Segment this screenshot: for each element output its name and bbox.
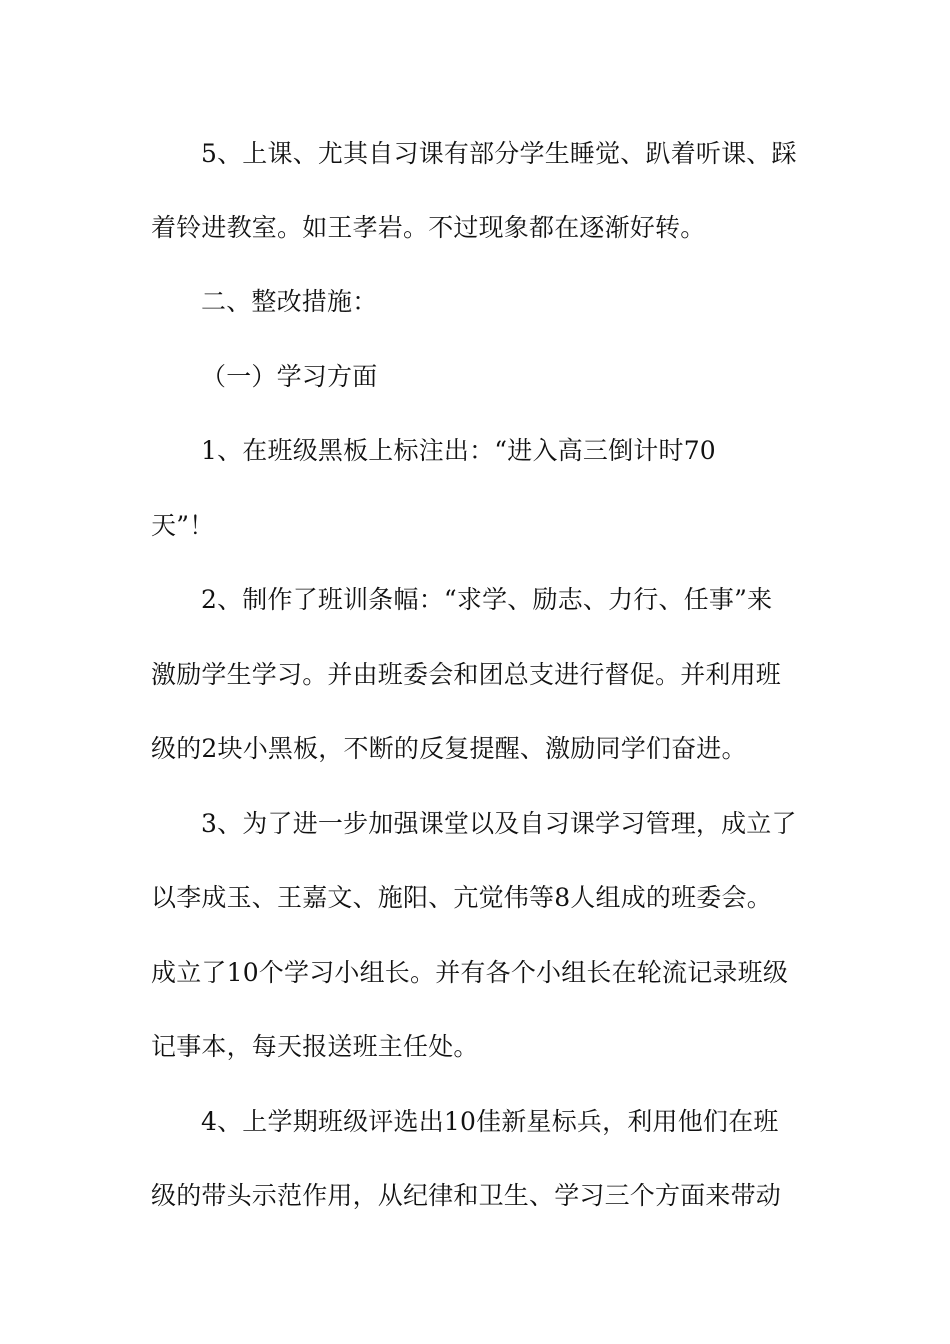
subsection-heading: （一）学习方面 [201,362,378,391]
section-heading: 二、整改措施： [201,287,378,316]
paragraph-line: 级的2块小黑板，不断的反复提醒、激励同学们奋进。 [151,734,747,763]
paragraph-line: 级的带头示范作用，从纪律和卫生、学习三个方面来带动 [151,1181,782,1210]
paragraph-line: 2、制作了班训条幅：“求学、励志、力行、任事”来 [201,585,773,614]
paragraph-line: 1、在班级黑板上标注出：“进入高三倒计时70 [201,436,716,465]
paragraph-line: 激励学生学习。并由班委会和团总支进行督促。并利用班 [151,660,782,689]
paragraph-line: 记事本，每天报送班主任处。 [151,1032,479,1061]
paragraph-line: 4、上学期班级评选出10佳新星标兵，利用他们在班 [201,1107,779,1136]
paragraph-line: 着铃进教室。如王孝岩。不过现象都在逐渐好转。 [151,213,706,242]
paragraph-line: 以李成玉、王嘉文、施阳、亢觉伟等8人组成的班委会。 [151,883,772,912]
paragraph-line: 成立了10个学习小组长。并有各个小组长在轮流记录班级 [151,958,789,987]
paragraph-line: 天”！ [151,511,215,540]
paragraph-line: 5、上课、尤其自习课有部分学生睡觉、趴着听课、踩 [201,139,797,168]
paragraph-line: 3、为了进一步加强课堂以及自习课学习管理，成立了 [201,809,797,838]
